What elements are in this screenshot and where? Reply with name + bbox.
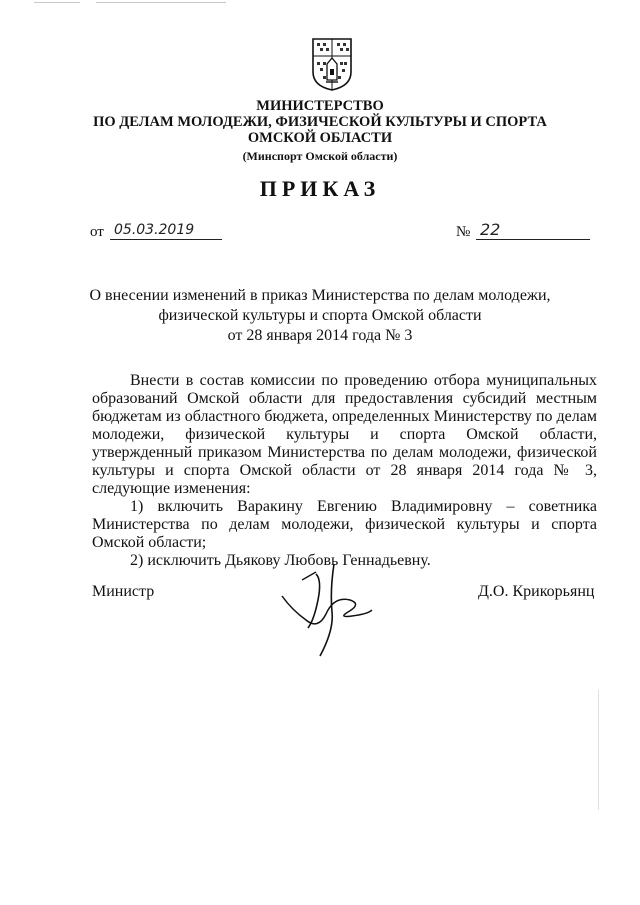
signatory-position: Министр [92, 583, 155, 600]
scan-artifact [598, 690, 599, 810]
body-intro-paragraph: Внести в состав комиссии по проведению отбора муниципальных образований Омской области для предоставления субсидий местным бюджетам из областного бюджета, определенных Министерству по делам молодежи, физической культуры и спорта Омской области, утвержденный приказом Министерства по делам молодежи, физической культуры и спорта Омской области от 28 января 2014 года № 3, следующие изменения: [92, 372, 597, 497]
body-item-1-continuation: Министерства по делам молодежи, физической культуры и спорта Омской области; [92, 516, 597, 551]
number-prefix: № [456, 224, 471, 240]
omsk-coat-of-arms-icon [310, 36, 354, 92]
subject-line: физической культуры и спорта Омской области [158, 307, 482, 324]
date-underline [110, 239, 222, 240]
number-underline [476, 239, 590, 240]
subject-line: О внесении изменений в приказ Министерства по делам молодежи, [89, 287, 551, 304]
ministry-name-line2: ПО ДЕЛАМ МОЛОДЕЖИ, ФИЗИЧЕСКОЙ КУЛЬТУРЫ И СПОРТА [93, 114, 547, 130]
date-prefix: от [90, 224, 104, 240]
date-value: 05.03.2019 [114, 222, 195, 238]
scan-artifact [96, 2, 226, 3]
document-type: ПРИКАЗ [259, 176, 381, 201]
signatory-name: Д.О. Крикорьянц [478, 583, 595, 600]
body-item-1-first-line: 1) включить Варакину Евгению Владимировну – советника [130, 498, 597, 515]
ministry-name-line3: ОМСКОЙ ОБЛАСТИ [247, 130, 393, 146]
number-value: 22 [480, 220, 501, 239]
ministry-name-line1: МИНИСТЕРСТВО [256, 98, 384, 114]
subject-line: от 28 января 2014 года № 3 [227, 327, 413, 344]
scan-artifact [34, 2, 80, 3]
document-subject [0, 286, 640, 346]
document-body [92, 372, 597, 570]
handwritten-signature [272, 560, 392, 670]
ministry-short-name: (Минспорт Омской области) [242, 149, 398, 163]
body-item-2: 2) исключить Дьякову Любовь Геннадьевну. [130, 552, 431, 569]
